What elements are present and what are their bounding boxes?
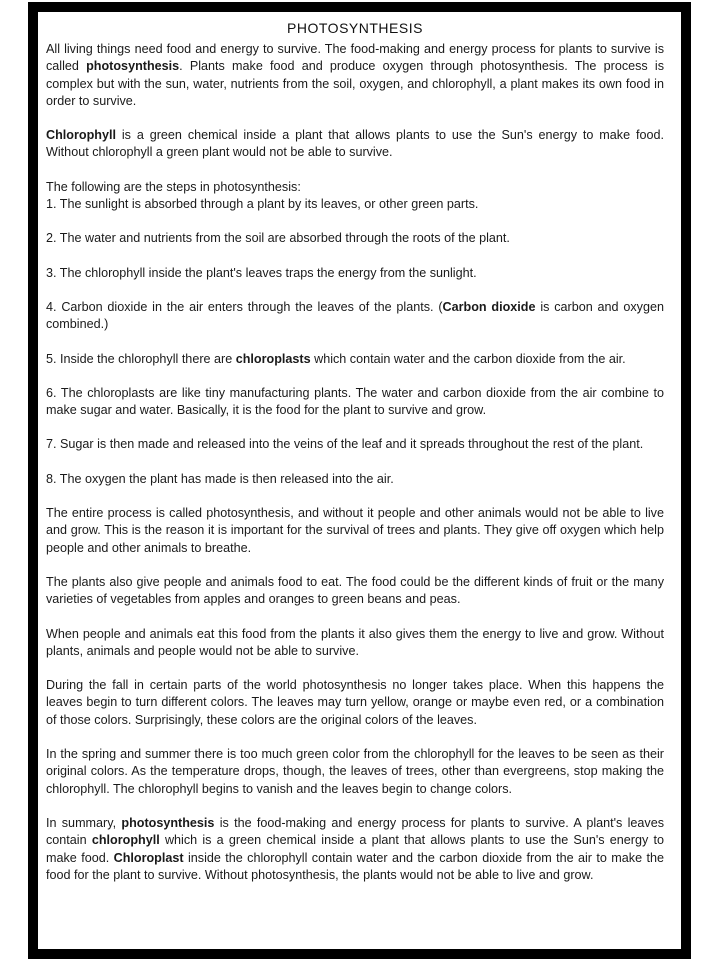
step-7: 7. Sugar is then made and released into the veins of the leaf and it spreads throughout the rest of the plant. — [46, 437, 644, 452]
steps-intro: The following are the steps in photosynthesis: — [46, 179, 301, 194]
fall-paragraph: During the fall in certain parts of the world photosynthesis no longer takes place. When this happens the leaves begin to turn different colors. The leaves may turn yellow, orange or maybe even red, or a combination of those colors. Surprisingly, these colors are the original colors of the leaves. — [46, 678, 664, 727]
spring-summer-paragraph: In the spring and summer there is too much green color from the chlorophyll for the leaves to be seen as their original colors. As the temperature drops, though, the leaves of trees, other than evergreens, stop making the chlorophyll. The chlorophyll begins to vanish and the leaves begin to change colors. — [46, 747, 664, 796]
entire-process-paragraph: The entire process is called photosynthesis, and without it people and other animals would not be able to live and grow. This is the reason it is important for the survival of trees and plants. They give off oxygen which help people and other animals to breathe. — [46, 506, 664, 555]
page-title: PHOTOSYNTHESIS — [287, 20, 423, 36]
step-2: 2. The water and nutrients from the soil are absorbed through the roots of the plant. — [46, 231, 510, 246]
plant-food-paragraph: The plants also give people and animals food to eat. The food could be the different kinds of fruit or the many varieties of vegetables from apples and oranges to green beans and peas. — [46, 574, 664, 607]
energy-paragraph: When people and animals eat this food from the plants it also gives them the energy to live and grow. Without plants, animals and people would not be able to survive. — [46, 626, 664, 658]
document-border — [28, 2, 691, 959]
step-8: 8. The oxygen the plant has made is then released into the air. — [46, 471, 394, 486]
step-6: 6. The chloroplasts are like tiny manufacturing plants. The water and carbon dioxide from the air combine to make sugar and water. Basically, it is the food for the plant to survive and grow. — [46, 385, 664, 418]
document-page — [38, 12, 681, 949]
summary-paragraph: In summary, photosynthesis is the food-making and energy process for plants to survive. A plant's leaves contain chlorophyll which is a green chemical inside a plant that allows plants to use the Sun's energy to make food. Chloroplast inside the chlorophyll contain water and the carbon dioxide from the air to make the food for the plant to survive. Without photosynthesis, the plants would not be able to live and grow. — [46, 815, 665, 882]
chlorophyll-paragraph: Chlorophyll is a green chemical inside a plant that allows plants to use the Sun's energy to make food. Without chlorophyll a green plant would not be able to survive. — [46, 128, 664, 160]
step-4: 4. Carbon dioxide in the air enters through the leaves of the plants. (Carbon dioxide is carbon and oxygen combined.) — [46, 299, 664, 332]
intro-paragraph: All living things need food and energy to survive. The food-making and energy process for plants to survive is called photosynthesis. Plants make food and produce oxygen through photosynthesis. The process is complex but with the sun, water, nutrients from the soil, oxygen, and chlorophyll, a plant makes its own food in order to survive. — [46, 42, 664, 108]
step-3: 3. The chlorophyll inside the plant's leaves traps the energy from the sunlight. — [46, 265, 477, 280]
step-1: 1. The sunlight is absorbed through a plant by its leaves, or other green parts. — [46, 197, 479, 212]
step-5: 5. Inside the chlorophyll there are chloroplasts which contain water and the carbon dioxide from the air. — [46, 351, 626, 366]
